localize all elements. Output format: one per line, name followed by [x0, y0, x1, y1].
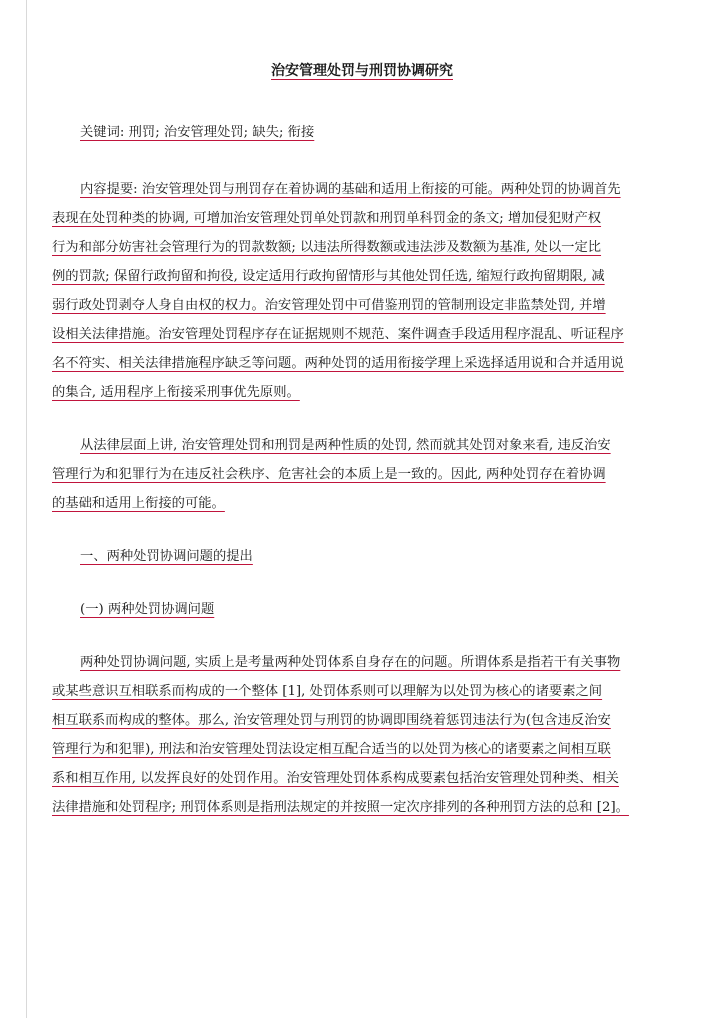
- document-body: [52, 58, 672, 850]
- abstract-line: [52, 378, 672, 407]
- abstract-paragraph: [52, 175, 672, 407]
- abstract-line: 名不符实、相关法律措施程序缺乏等问题。两种处罚的适用衔接学理上采选择适用说和合并适用说: [52, 356, 624, 371]
- subsection-heading-paragraph: [52, 595, 672, 624]
- intro-line: 管理行为和犯罪行为在违反社会秩序、危害社会的本质上是一致的。因此, 两种处罚存在着协调: [52, 467, 606, 482]
- abstract-line-text: 的集合, 适用程序上衔接采刑事优先原则。: [52, 385, 300, 400]
- intro-paragraph: [52, 431, 672, 518]
- body-line: 系和相互作用, 以发挥良好的处罚作用。治安管理处罚体系构成要素包括治安管理处罚种类、相关: [52, 771, 619, 786]
- keywords-line: 关键词: 刑罚; 治安管理处罚; 缺失; 衔接: [80, 125, 315, 140]
- body-line: 或某些意识互相联系而构成的一个整体 [1], 处罚体系则可以理解为以处罚为核心的诸要素之间: [52, 684, 603, 699]
- body-line: 法律措施和处罚程序; 刑罚体系则是指刑法规定的并按照一定次序排列的各种刑罚方法的总和 [2]。: [52, 800, 629, 815]
- section-heading: [52, 542, 672, 571]
- section-heading-paragraph: [52, 542, 672, 571]
- abstract-line: 表现在处罚种类的协调, 可增加治安管理处罚单处罚款和刑罚单科罚金的条文; 增加侵犯财产权: [52, 211, 602, 226]
- document-title: 治安管理处罚与刑罚协调研究: [271, 63, 453, 79]
- section-heading-text: 一、两种处罚协调问题的提出: [80, 549, 253, 564]
- intro-line: 从法律层面上讲, 治安管理处罚和刑罚是两种性质的处罚, 然而就其处罚对象来看, 违反治安: [80, 438, 611, 453]
- abstract-line: 行为和部分妨害社会管理行为的罚款数额; 以违法所得数额或违法涉及数额为基准, 处以一定比: [52, 240, 602, 255]
- subsection-heading-text: (一) 两种处罚协调问题: [80, 602, 215, 617]
- body-line: 两种处罚协调问题, 实质上是考量两种处罚体系自身存在的问题。所谓体系是指若干有关事物: [80, 655, 621, 670]
- intro-line: [52, 489, 672, 518]
- abstract-line: 例的罚款; 保留行政拘留和拘役, 设定适用行政拘留情形与其他处罚任选, 缩短行政拘留期限, 减: [52, 269, 605, 284]
- abstract-line: 内容提要: 治安管理处罚与刑罚存在着协调的基础和适用上衔接的可能。两种处罚的协调首先: [80, 182, 621, 197]
- subsection-heading: [52, 595, 672, 624]
- page-margin-line: [26, 0, 27, 1018]
- body-line: 相互联系而构成的整体。那么, 治安管理处罚与刑罚的协调即围绕着惩罚违法行为(包含违反治安: [52, 713, 611, 728]
- body-paragraph: [52, 648, 672, 822]
- abstract-line: 弱行政处罚剥夺人身自由权的权力。治安管理处罚中可借鉴刑罚的管制刑设定非监禁处罚, 并增: [52, 298, 606, 313]
- keywords-paragraph: [52, 118, 672, 147]
- intro-line-text: 的基础和适用上衔接的可能。: [52, 496, 225, 511]
- body-line: 管理行为和犯罪), 刑法和治安管理处罚法设定相互配合适当的以处罚为核心的诸要素之间相互联: [52, 742, 611, 757]
- abstract-line: 设相关法律措施。治安管理处罚程序存在证据规则不规范、案件调查手段适用程序混乱、听证程序: [52, 327, 624, 342]
